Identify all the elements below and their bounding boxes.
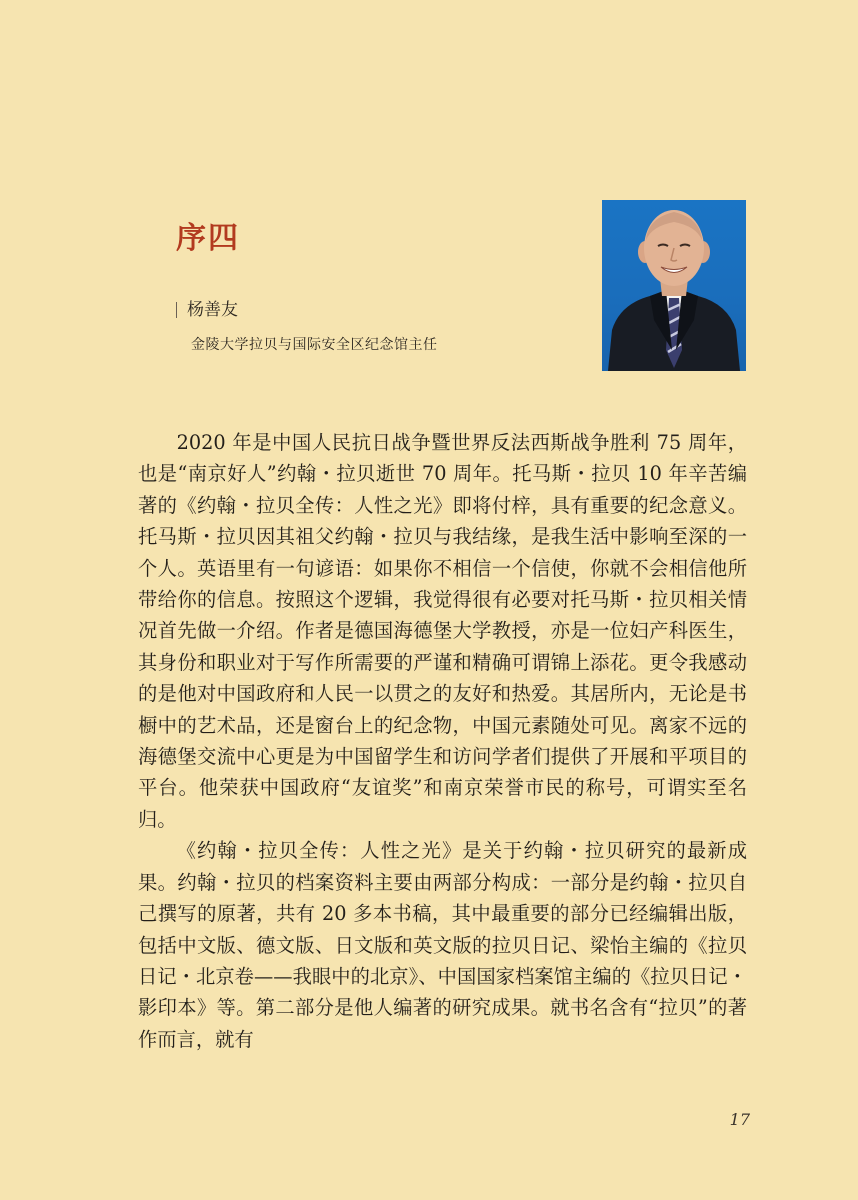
author-name: 杨善友 bbox=[187, 300, 238, 320]
paragraph: 2020 年是中国人民抗日战争暨世界反法西斯战争胜利 75 周年，也是“南京好人”约翰・拉贝逝世 70 周年。托马斯・拉贝 10 年辛苦编著的《约翰・拉贝全传：人性之光》即将付梓，具有重要的纪念意义。托马斯・拉贝因其祖父约翰・拉贝与我结缘，是我生活中影响至深的一个人。英语里有一句谚语：如果你不相信一个信使，你就不会相信他所带给你的信息。按照这个逻辑，我觉得很有必要对托马斯・拉贝相关情况首先做一介绍。作者是德国海德堡大学教授，亦是一位妇产科医生，其身份和职业对于写作所需要的严谨和精确可谓锦上添花。更令我感动的是他对中国政府和人民一以贯之的友好和热爱。其居所内，无论是书橱中的艺术品，还是窗台上的纪念物，中国元素随处可见。离家不远的海德堡交流中心更是为中国留学生和访问学者们提供了开展和平项目的平台。他荣获中国政府“友谊奖”和南京荣誉市民的称号，可谓实至名归。 bbox=[138, 431, 747, 831]
author-affiliation: 金陵大学拉贝与国际安全区纪念馆主任 bbox=[191, 337, 438, 353]
author-line bbox=[176, 297, 238, 323]
author-divider bbox=[176, 302, 177, 318]
page-number: 17 bbox=[729, 1110, 750, 1129]
page-title: 序四 bbox=[176, 221, 240, 256]
paragraph: 《约翰・拉贝全传：人性之光》是关于约翰・拉贝研究的最新成果。约翰・拉贝的档案资料主要由两部分构成：一部分是约翰・拉贝自己撰写的原著，共有 20 多本书稿，其中最重要的部分已经编辑出版，包括中文版、德文版、日文版和英文版的拉贝日记、梁怡主编的《拉贝日记・北京卷——我眼中的北京》、中国国家档案馆主编的《拉贝日记・影印本》等。第二部分是他人编著的研究成果。就书名含有“拉贝”的著作而言，就有 bbox=[138, 839, 747, 1051]
portrait-photo-icon bbox=[602, 200, 746, 371]
article-body bbox=[138, 427, 747, 1055]
